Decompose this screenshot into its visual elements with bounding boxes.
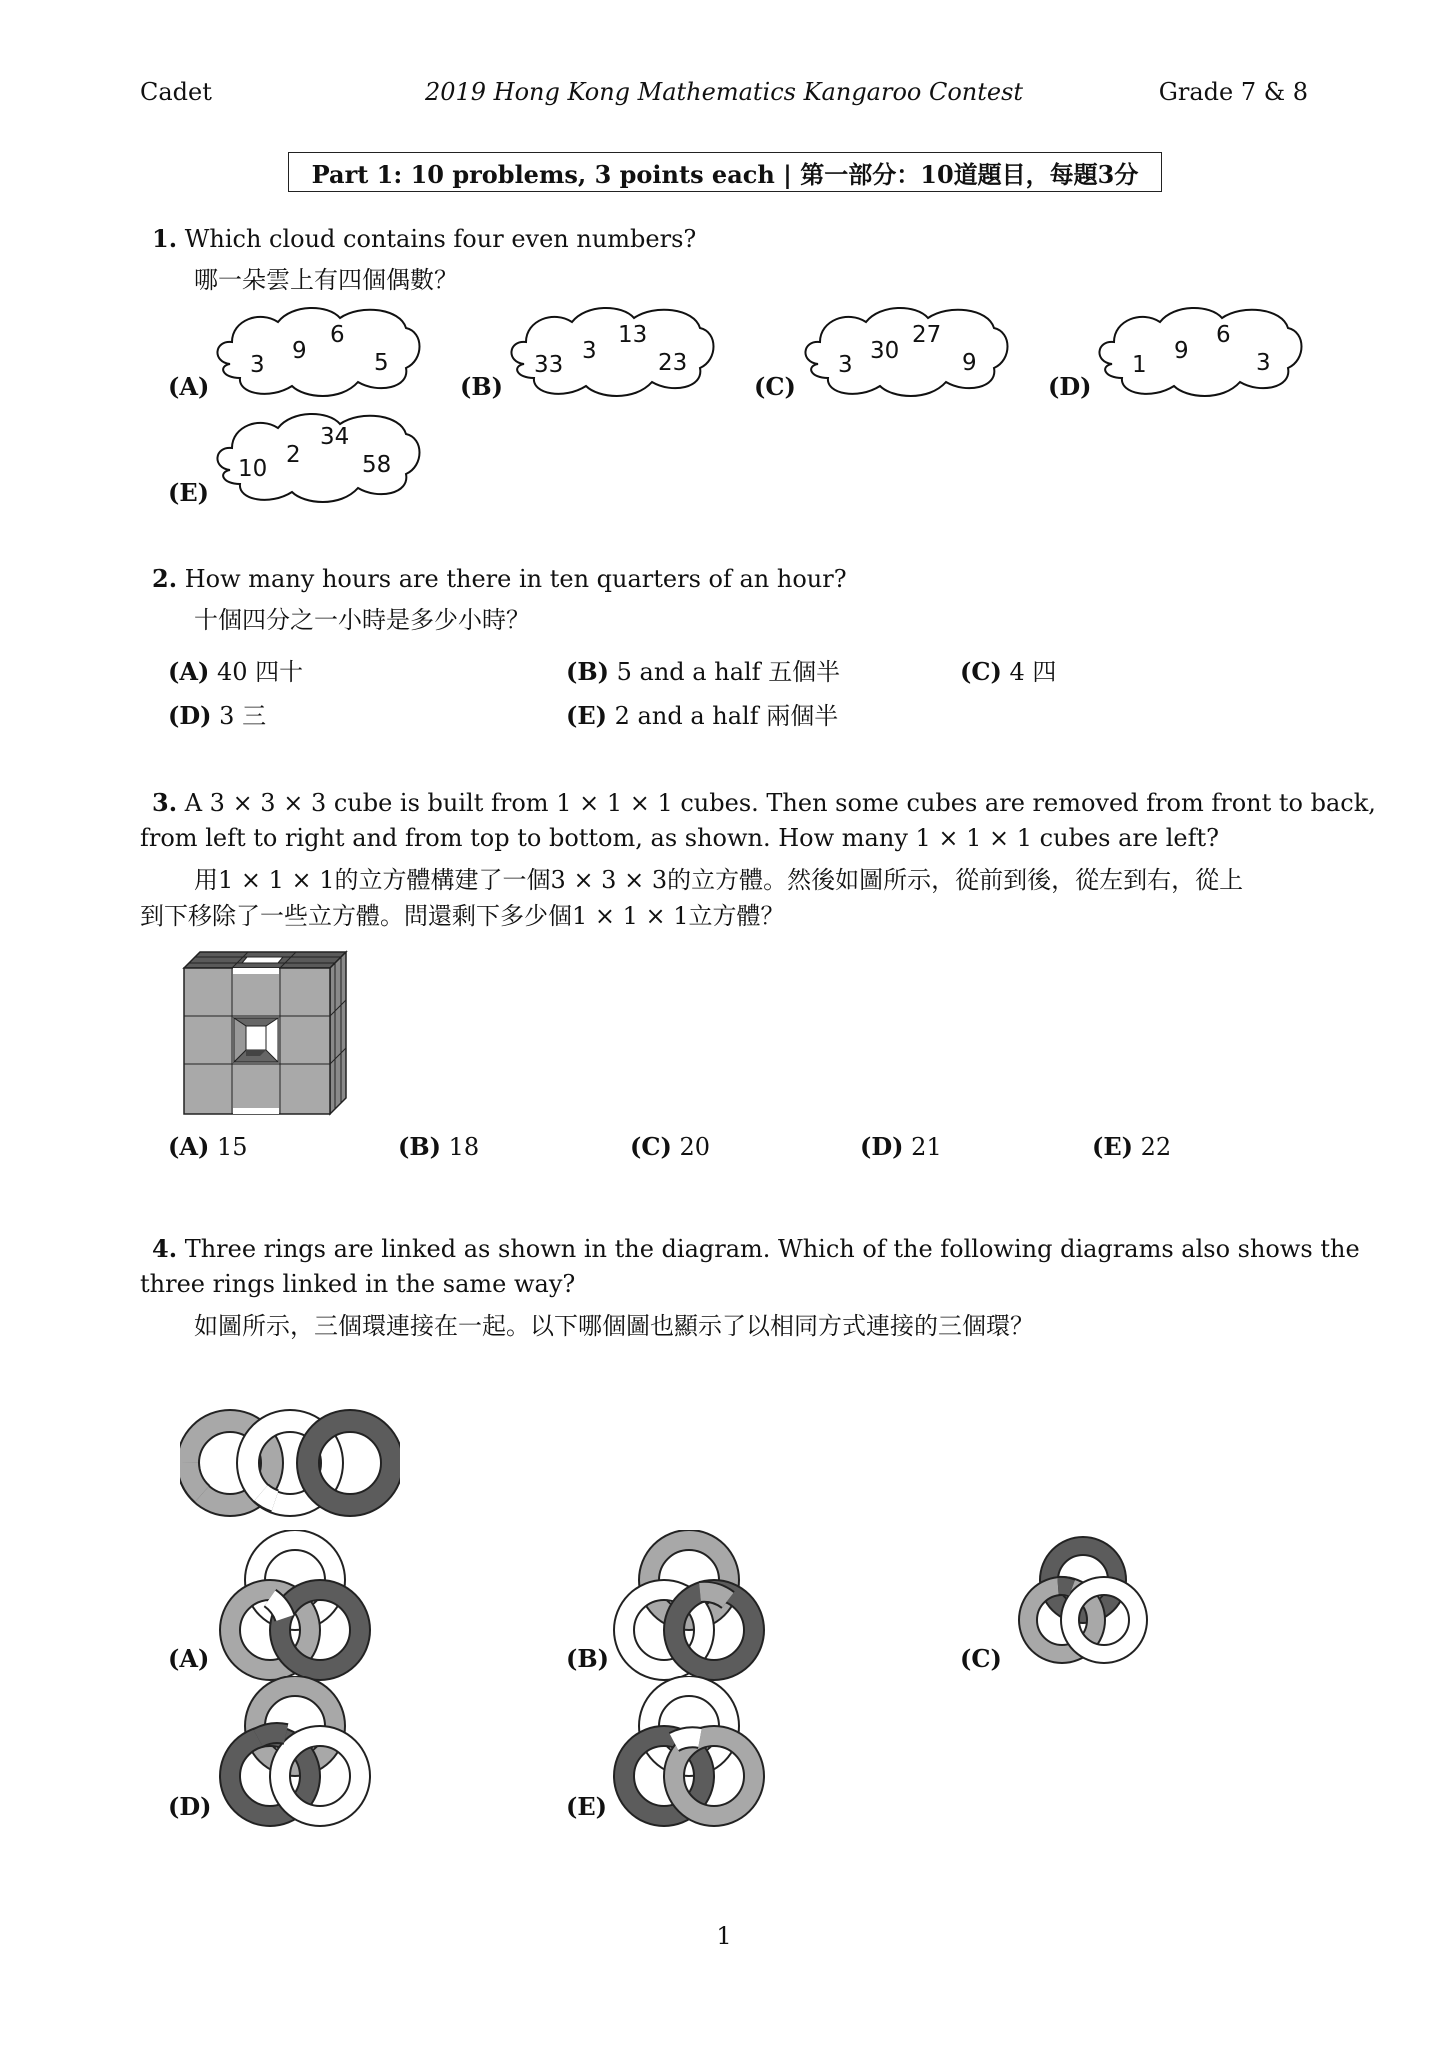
cloud-option-d [1092, 302, 1308, 402]
header-grades: Grade 7 & 8 [1158, 78, 1308, 106]
rings-option-b [604, 1530, 774, 1690]
cloud-number: 58 [362, 452, 392, 478]
cloud-number: 30 [870, 338, 900, 364]
cloud-number: 27 [912, 322, 942, 348]
q2-option-e: (E) 2 and a half 兩個半 [566, 701, 839, 730]
q4-option-c-label: (C) [960, 1644, 1002, 1673]
cloud-number: 9 [962, 350, 977, 376]
cloud-number: 3 [582, 338, 597, 364]
question-2-text-en: 2. How many hours are there in ten quarters of an hour? [152, 564, 847, 593]
cloud-number: 3 [1256, 350, 1271, 376]
q4-option-a-label: (A) [168, 1644, 210, 1673]
q4-option-d-label: (D) [168, 1792, 212, 1821]
cloud-option-b [504, 302, 720, 402]
question-4-text-zh: 如圖所示，三個環連接在一起。以下哪個圖也顯示了以相同方式連接的三個環？ [194, 1312, 1034, 1340]
q4-option-e-label: (E) [566, 1792, 608, 1821]
question-3-text-en-2: from left to right and from top to bottom, as shown. How many 1 × 1 × 1 cubes are left? [140, 824, 1219, 852]
cloud-number: 3 [250, 352, 265, 378]
cloud-number: 23 [658, 350, 688, 376]
cloud-number: 10 [238, 456, 268, 482]
cloud-option-c [798, 302, 1014, 402]
q3-option-a: (A) 15 [168, 1132, 248, 1161]
cloud-number: 6 [330, 322, 345, 348]
rings-option-e [604, 1676, 774, 1836]
rings-option-c [998, 1530, 1168, 1690]
q2-option-d: (D) 3 三 [168, 701, 267, 730]
cloud-number: 6 [1216, 322, 1231, 348]
header-grade-level: Cadet [140, 78, 212, 106]
header-contest-title: 2019 Hong Kong Mathematics Kangaroo Contest [424, 78, 1024, 106]
rings-option-a [210, 1530, 380, 1690]
cloud-number: 3 [838, 352, 853, 378]
cloud-option-e [210, 408, 426, 508]
cloud-number: 5 [374, 350, 389, 376]
q1-option-e-label: (E) [168, 478, 210, 507]
page-number: 1 [716, 1922, 732, 1950]
q3-option-e: (E) 22 [1092, 1132, 1172, 1161]
q3-option-d: (D) 21 [860, 1132, 942, 1161]
question-1-text-zh: 哪一朵雲上有四個偶數？ [194, 266, 458, 294]
q2-option-c: (C) 4 四 [960, 657, 1057, 686]
q2-option-a: (A) 40 四十 [168, 657, 304, 686]
q3-option-b: (B) 18 [398, 1132, 480, 1161]
cube-figure [180, 946, 350, 1116]
question-3-text-zh-2: 到下移除了一些立方體。問還剩下多少個1 × 1 × 1立方體？ [140, 902, 785, 930]
rings-option-d [210, 1676, 380, 1836]
question-1-text-en: 1. Which cloud contains four even numbers? [152, 224, 697, 253]
question-number: 4. [152, 1234, 178, 1263]
rings-reference [180, 1408, 400, 1518]
q1-option-c-label: (C) [754, 372, 796, 401]
q1-option-a-label: (A) [168, 372, 210, 401]
q4-option-b-label: (B) [566, 1644, 609, 1673]
question-number: 3. [152, 788, 178, 817]
question-3-text-en-1: 3. A 3 × 3 × 3 cube is built from 1 × 1 × 1 cubes. Then some cubes are removed from front to back, [152, 788, 1376, 817]
question-4-text-en-1: 4. Three rings are linked as shown in the diagram. Which of the following diagrams also shows the [152, 1234, 1360, 1263]
q1-option-d-label: (D) [1048, 372, 1092, 401]
cloud-option-a [210, 302, 426, 402]
question-2-text-zh: 十個四分之一小時是多少小時？ [194, 606, 530, 634]
cloud-number: 2 [286, 442, 301, 468]
question-number: 1. [152, 224, 178, 253]
part-title-box: Part 1: 10 problems, 3 points each | 第一部分：10道題目，每題3分 [288, 152, 1162, 192]
question-4-text-en-2: three rings linked in the same way? [140, 1270, 576, 1298]
cloud-number: 13 [618, 322, 648, 348]
cloud-number: 9 [1174, 338, 1189, 364]
cloud-number: 1 [1132, 352, 1147, 378]
q2-option-b: (B) 5 and a half 五個半 [566, 657, 841, 686]
question-3-text-zh-1: 用1 × 1 × 1的立方體構建了一個3 × 3 × 3的立方體。然後如圖所示，從前到後，從左到右，從上 [194, 866, 1244, 894]
question-number: 2. [152, 564, 178, 593]
cloud-number: 34 [320, 424, 350, 450]
q3-option-c: (C) 20 [630, 1132, 710, 1161]
cloud-number: 33 [534, 352, 564, 378]
cloud-number: 9 [292, 338, 307, 364]
q1-option-b-label: (B) [460, 372, 503, 401]
